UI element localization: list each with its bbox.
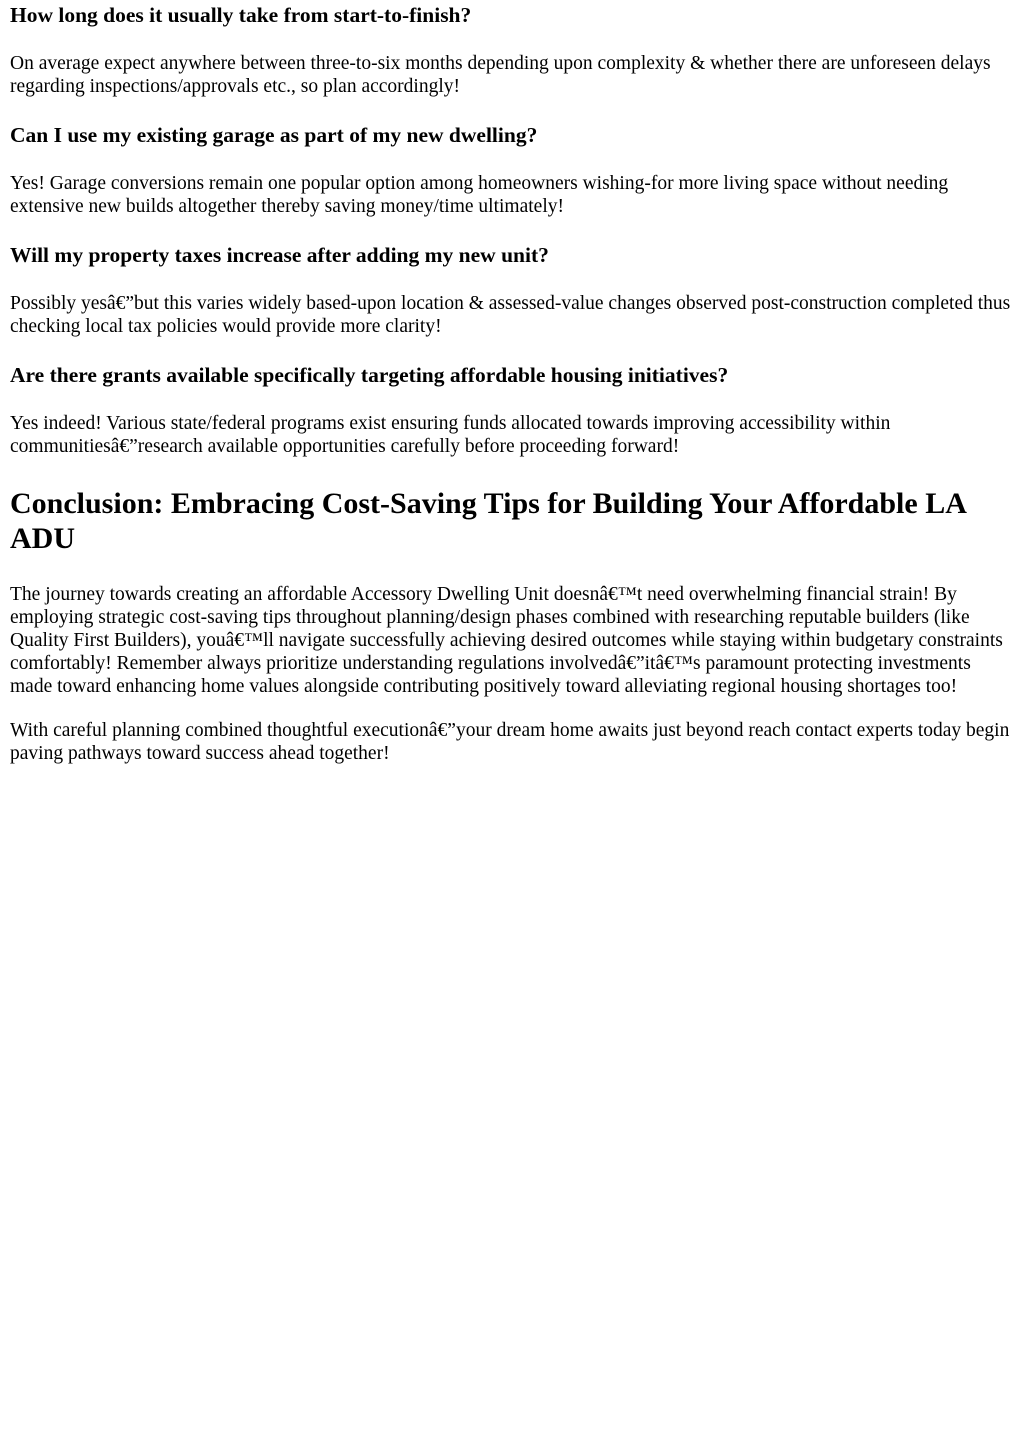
conclusion-title: Conclusion: Embracing Cost-Saving Tips for Building Your Affordable LA ADU: [10, 487, 966, 555]
faq-question: Are there grants available specifically targeting affordable housing initiatives?: [10, 363, 729, 387]
faq-question: Will my property taxes increase after adding my new unit?: [10, 243, 549, 267]
faq-item: [10, 2, 1014, 98]
faq-item: [10, 242, 1014, 338]
faq-question: Can I use my existing garage as part of my new dwelling?: [10, 123, 538, 147]
faq-answer: On average expect anywhere between three-to-six months depending upon complexity & whether there are unforeseen delays regarding inspections/approvals etc., so plan accordingly!: [10, 53, 991, 97]
faq-item: [10, 122, 1014, 218]
faq-answer: Possibly yesâ€”but this varies widely based-upon location & assessed-value changes observed post-construction completed thus checking local tax policies would provide more clarity!: [10, 293, 1011, 337]
conclusion-section: [10, 486, 1014, 765]
faq-question: How long does it usually take from start-to-finish?: [10, 3, 472, 27]
conclusion-paragraph: The journey towards creating an affordable Accessory Dwelling Unit doesnâ€™t need overwhelming financial strain! By employing strategic cost-saving tips throughout planning/design phases combined with researching reputable builders (like Quality First Builders), youâ€™ll navigate successfully achieving desired outcomes while staying within budgetary constraints comfortably! Remember always prioritize understanding regulations involvedâ€”itâ€™s paramount protecting investments made toward enhancing home values alongside contributing positively toward alleviating regional housing shortages too!: [10, 584, 1003, 697]
article-content: [0, 2, 1024, 765]
faq-item: [10, 362, 1014, 458]
conclusion-paragraph: With careful planning combined thoughtful executionâ€”your dream home awaits just beyond reach contact experts today begin paving pathways toward success ahead together!: [10, 720, 1010, 764]
faq-answer: Yes! Garage conversions remain one popular option among homeowners wishing-for more living space without needing extensive new builds altogether thereby saving money/time ultimately!: [10, 173, 949, 217]
faq-answer: Yes indeed! Various state/federal programs exist ensuring funds allocated towards improving accessibility within communitiesâ€”research available opportunities carefully before proceeding forward!: [10, 413, 891, 457]
